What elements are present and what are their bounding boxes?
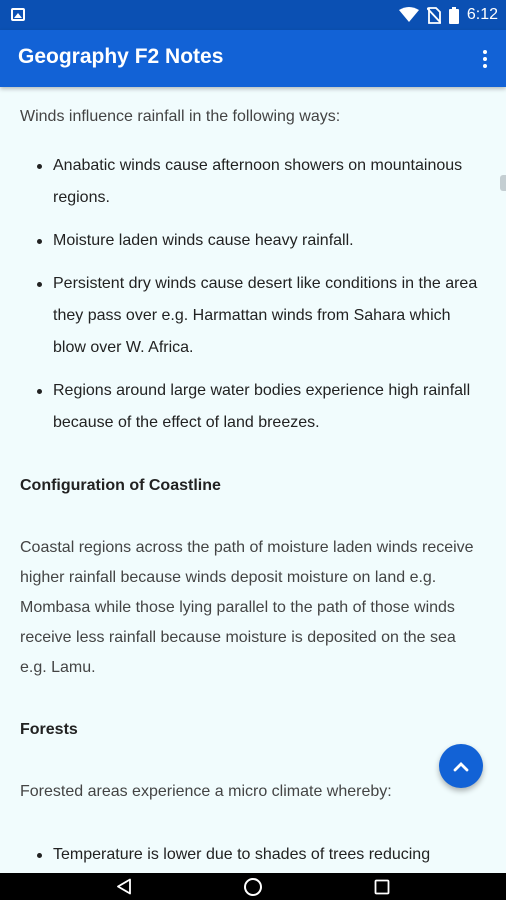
recents-button[interactable] (367, 873, 397, 900)
status-icons (399, 0, 498, 30)
battery-icon (449, 7, 459, 24)
more-vert-icon[interactable] (478, 44, 492, 74)
list-item: Persistent dry winds cause desert like conditions in the area they pass over e.g. Harmattan winds from Sahara which blow over W. Africa. (20, 268, 486, 364)
notes-content[interactable] (0, 87, 506, 873)
scroll-to-top-button[interactable] (439, 744, 483, 788)
coastline-heading: Configuration of Coastline (20, 477, 221, 494)
status-bar (0, 0, 506, 30)
no-sim-icon (427, 7, 441, 24)
forest-points-list (20, 839, 486, 871)
scrollbar-thumb[interactable] (500, 175, 506, 191)
app-bar (0, 30, 506, 87)
back-icon (116, 878, 132, 895)
home-icon (243, 877, 263, 897)
recents-icon (374, 879, 390, 895)
status-time: 6:12 (466, 6, 498, 23)
coastline-text: Coastal regions across the path of moisture laden winds receive higher rainfall because winds deposit moisture on land e.g. Mombasa while those lying parallel to the path of those winds receive less rainfall because moisture is deposited on the sea e.g. Lamu. (20, 539, 474, 676)
back-button[interactable] (109, 873, 139, 900)
wifi-icon (399, 7, 419, 23)
navigation-bar (0, 873, 506, 900)
list-item: Anabatic winds cause afternoon showers on mountainous regions. (20, 150, 486, 214)
forests-heading: Forests (20, 721, 78, 738)
list-item: Moisture laden winds cause heavy rainfall. (20, 225, 486, 257)
home-button[interactable] (238, 873, 268, 900)
image-notification-icon (11, 8, 25, 21)
wind-points-list (20, 150, 486, 439)
forests-text: Forested areas experience a micro climate whereby: (20, 783, 392, 800)
list-item: Temperature is lower due to shades of trees reducing (20, 839, 486, 871)
app-title: Geography F2 Notes (18, 45, 224, 68)
arrow-up-icon (453, 760, 469, 772)
intro-text: Winds influence rainfall in the following ways: (20, 108, 341, 125)
list-item: Regions around large water bodies experience high rainfall because of the effect of land breezes. (20, 375, 486, 439)
